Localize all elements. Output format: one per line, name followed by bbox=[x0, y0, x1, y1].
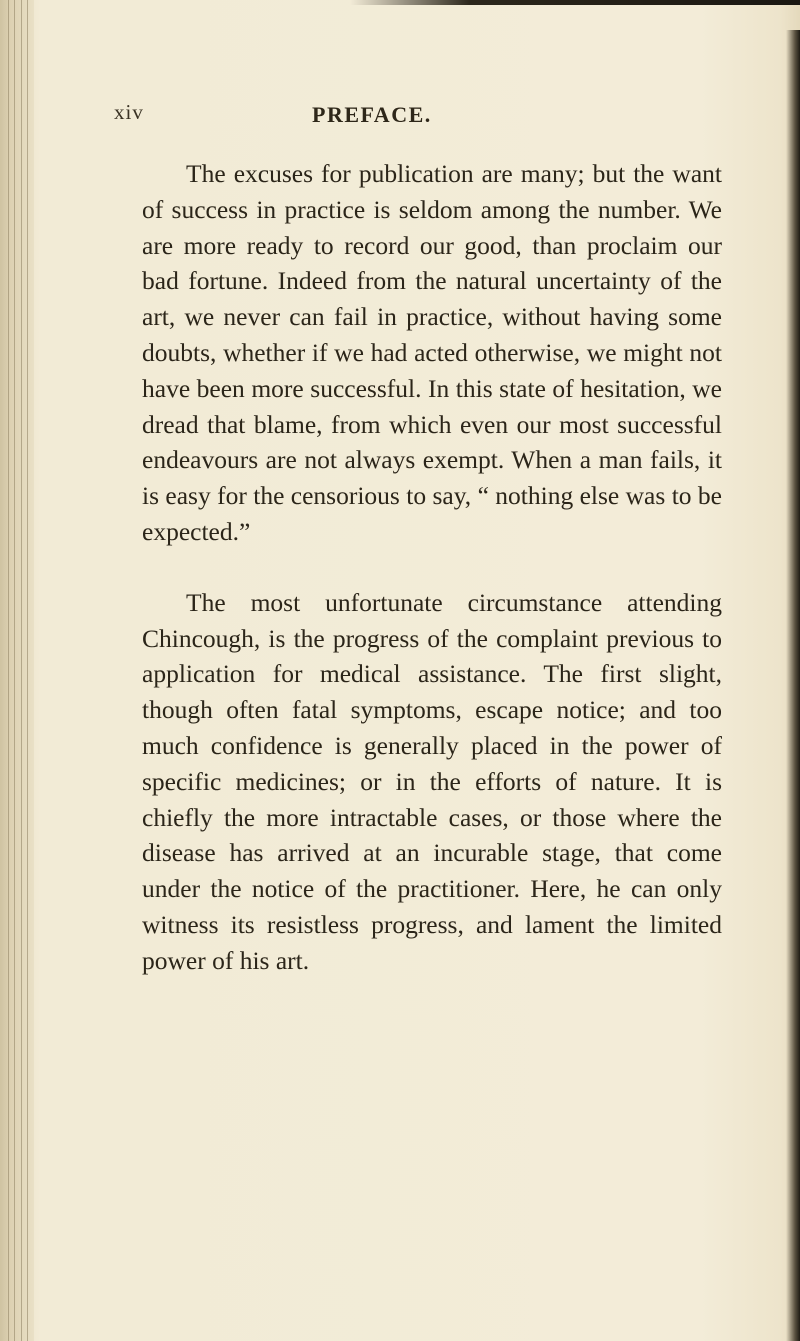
page-number: xiv bbox=[114, 100, 144, 124]
body-text bbox=[142, 156, 722, 979]
page-gutter bbox=[0, 0, 34, 1341]
paragraph-2: The most unfortunate circumstance attending Chincough, is the progress of the complaint previous to application for medical assistance. The first slight, though often fatal symptoms, escape notice; and too much confidence is generally placed in the power of specific medicines; or in the efforts of nature. It is chiefly the more intractable cases, or those where the disease has arrived at an incurable stage, that come under the notice of the practitioner. Here, he can only witness its resistless progress, and lament the limited power of his art. bbox=[142, 587, 722, 975]
right-edge-shadow bbox=[786, 30, 800, 1341]
running-head: PREFACE. bbox=[312, 102, 432, 127]
page-header bbox=[0, 100, 800, 140]
paragraph-1: The excuses for publication are many; but the want of success in practice is seldom among the number. We are more ready to record our good, than proclaim our bad fortune. Indeed from the natural uncertainty of the art, we never can fail in practice, without having some doubts, whether if we had acted otherwise, we might not have been more successful. In this state of hesitation, we dread that blame, from which even our most successful endeavours are not always exempt. When a man fails, it is easy for the censorious to say, “ nothing else was to be expected.” bbox=[142, 159, 722, 546]
top-edge-shadow bbox=[350, 0, 800, 5]
